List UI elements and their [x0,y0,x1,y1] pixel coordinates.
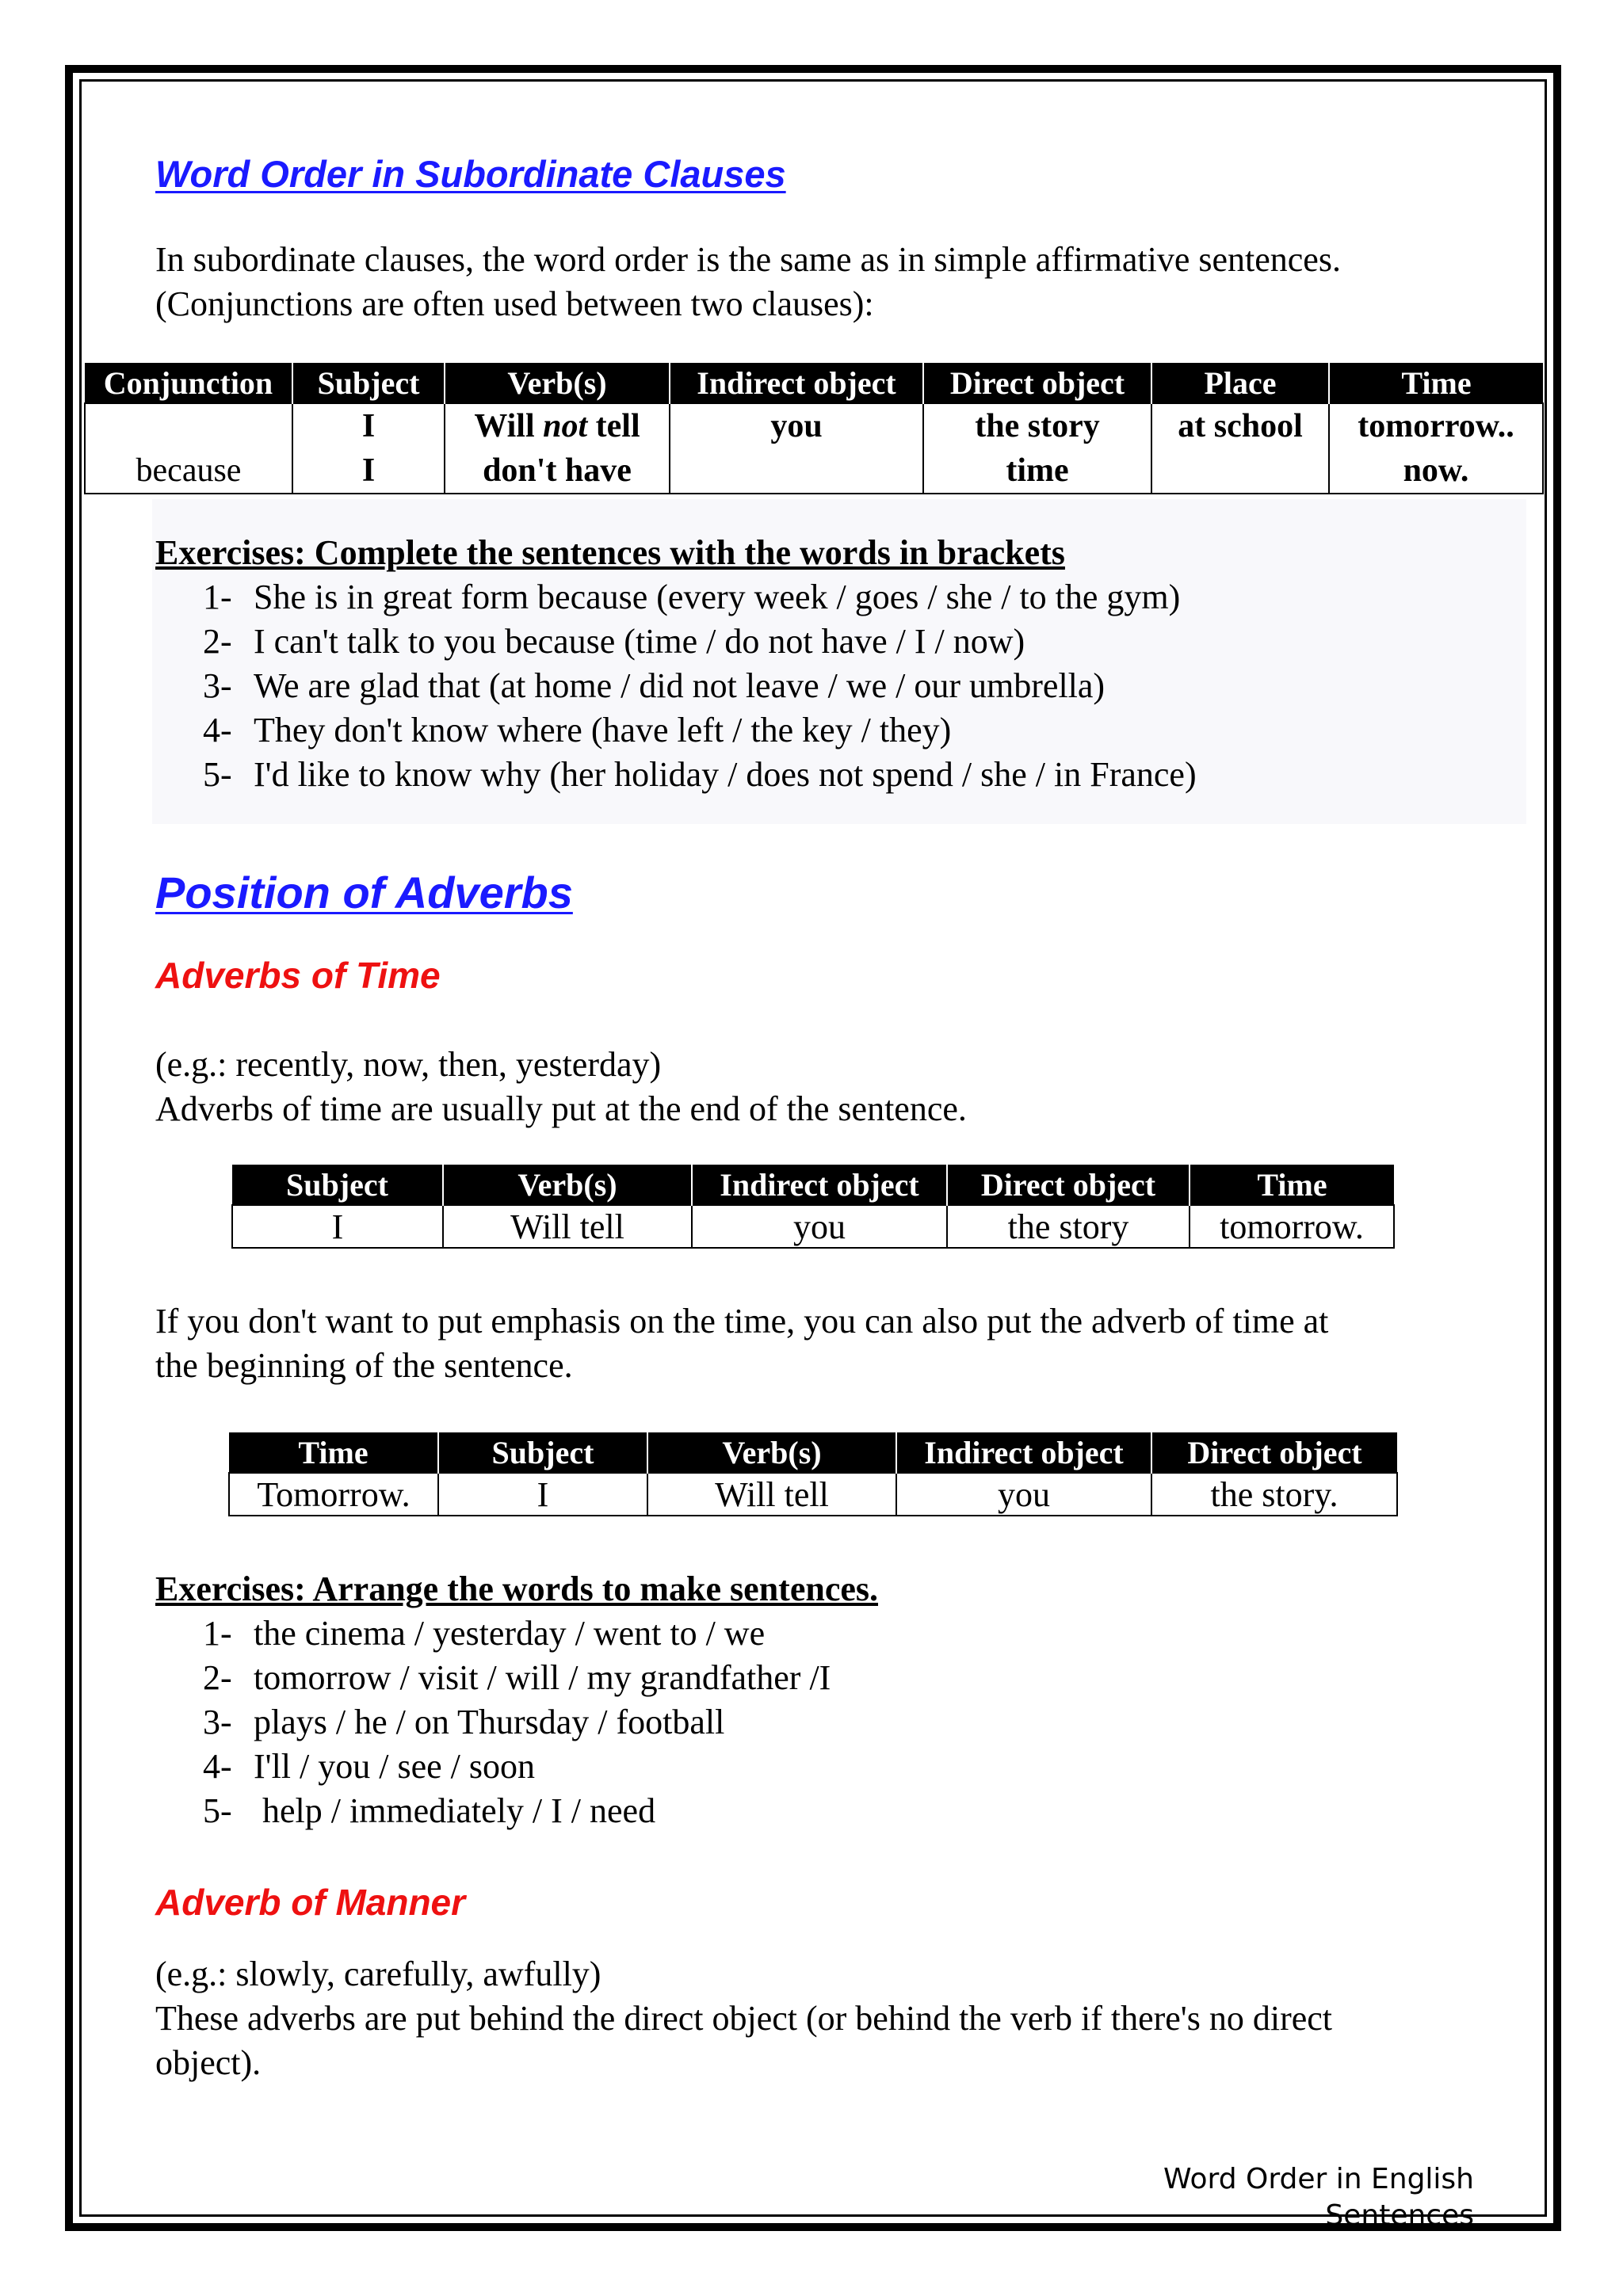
table-header-row [229,1432,1397,1473]
list-item [203,620,1197,664]
verb-line-2: don't have [483,452,632,489]
cell-direct-object [923,403,1151,494]
col-header-time: Time [1329,363,1543,403]
table-cell: I [232,1205,443,1248]
manner-rule-line-1: These adverbs are put behind the direct object (or behind the verb if there's no direct [155,1999,1333,2038]
item-text: the cinema / yesterday / went to / we [254,1614,766,1653]
col-header-subject: Subject [292,363,445,403]
adverb-time-start-table [228,1432,1398,1516]
item-number: 1- [203,578,232,616]
table-cell: the story. [1151,1473,1397,1516]
section-heading-subordinate-clauses: Word Order in Subordinate Clauses [155,153,786,195]
cell-subject [292,403,445,494]
item-text: help / immediately / I / need [254,1791,656,1830]
subject-line-1: I [361,408,376,444]
col-header-conjunction: Conjunction [85,363,292,403]
col-header-verbs: Verb(s) [445,363,670,403]
col-header-time: Time [1190,1165,1394,1205]
table-row [229,1473,1397,1516]
col-header-indirect-object: Indirect object [670,363,923,403]
item-text: They don't know where (have left / the key / they) [254,711,952,749]
cell-conjunction: because [85,403,292,494]
page-footer: Word Order in English Sentences [1163,2163,1474,2232]
col-header-direct-object: Direct object [947,1165,1190,1205]
col-header-verbs: Verb(s) [443,1165,692,1205]
table-cell: you [692,1205,947,1248]
item-number: 3- [203,666,232,705]
list-item [203,575,1197,620]
subordinate-clause-table [84,363,1544,494]
col-header-time: Time [229,1432,438,1473]
col-header-subject: Subject [438,1432,647,1473]
col-header-direct-object: Direct object [1151,1432,1397,1473]
exercises-title-complete: Exercises: Complete the sentences with the words in brackets [155,533,1065,572]
verb-emphasis: not [543,408,588,444]
list-item [203,753,1197,797]
intro-line-1: In subordinate clauses, the word order is the same as in simple affirmative sentences. [155,240,1341,279]
list-item [203,1789,831,1833]
item-number: 4- [203,1747,232,1786]
direct-line-2: time [1006,452,1069,489]
time-rule: Adverbs of time are usually put at the end of the sentence. [155,1089,967,1128]
item-text: We are glad that (at home / did not leave / we / our umbrella) [254,666,1106,705]
manner-rule-line-2: object). [155,2043,262,2082]
col-header-verbs: Verb(s) [647,1432,896,1473]
list-item [203,1700,831,1745]
col-header-subject: Subject [232,1165,443,1205]
list-item [203,1611,831,1656]
item-number: 4- [203,711,232,749]
time-line-2: now. [1403,452,1469,489]
table-cell: the story [947,1205,1190,1248]
table-cell: Will tell [443,1205,692,1248]
direct-line-1: the story [975,408,1100,444]
item-text: I can't talk to you because (time / do not have / I / now) [254,622,1025,661]
table-cell: I [438,1473,647,1516]
item-number: 1- [203,1614,232,1653]
verb-post: tell [587,408,640,444]
subheading-adverbs-of-time: Adverbs of Time [155,955,441,996]
col-header-indirect-object: Indirect object [692,1165,947,1205]
list-item [203,1656,831,1700]
table-cell: Tomorrow. [229,1473,438,1516]
list-item [203,664,1197,708]
list-item [203,1745,831,1789]
subject-line-2: I [361,452,376,489]
item-text: tomorrow / visit / will / my grandfather /I [254,1658,831,1697]
table-header-row [232,1165,1394,1205]
cell-indirect-object: you [670,403,923,494]
item-text: I'll / you / see / soon [254,1747,536,1786]
table-cell: you [896,1473,1151,1516]
item-number: 2- [203,622,232,661]
item-text: plays / he / on Thursday / football [254,1703,725,1741]
col-header-place: Place [1151,363,1329,403]
list-item [203,708,1197,753]
cell-place: at school [1151,403,1329,494]
item-text: She is in great form because (every week / goes / she / to the gym) [254,578,1181,616]
intro-line-2: (Conjunctions are often used between two clauses): [155,284,874,323]
exercise-list-arrange [203,1611,831,1833]
table-cell: Will tell [647,1473,896,1516]
table-row [85,403,1543,494]
section-heading-position-of-adverbs: Position of Adverbs [155,868,573,917]
time-examples: (e.g.: recently, now, then, yesterday) [155,1045,662,1084]
item-number: 2- [203,1658,232,1697]
emphasis-line-1: If you don't want to put emphasis on the time, you can also put the adverb of time at [155,1302,1329,1341]
table-cell: tomorrow. [1190,1205,1394,1248]
table-header-row [85,363,1543,403]
table-row [232,1205,1394,1248]
exercises-title-arrange: Exercises: Arrange the words to make sentences. [155,1569,879,1608]
manner-examples: (e.g.: slowly, carefully, awfully) [155,1955,601,1993]
adverb-time-end-table [231,1165,1395,1249]
emphasis-line-2: the beginning of the sentence. [155,1346,573,1385]
col-header-indirect-object: Indirect object [896,1432,1151,1473]
item-text: I'd like to know why (her holiday / does not spend / she / in France) [254,755,1197,794]
item-number: 3- [203,1703,232,1741]
cell-time [1329,403,1543,494]
time-line-1: tomorrow.. [1358,408,1514,444]
item-number: 5- [203,1791,232,1830]
verb-pre: Will [474,408,544,444]
cell-verbs [445,403,670,494]
subheading-adverb-of-manner: Adverb of Manner [155,1882,466,1923]
item-number: 5- [203,755,232,794]
col-header-direct-object: Direct object [923,363,1151,403]
exercise-list-complete [203,575,1197,797]
